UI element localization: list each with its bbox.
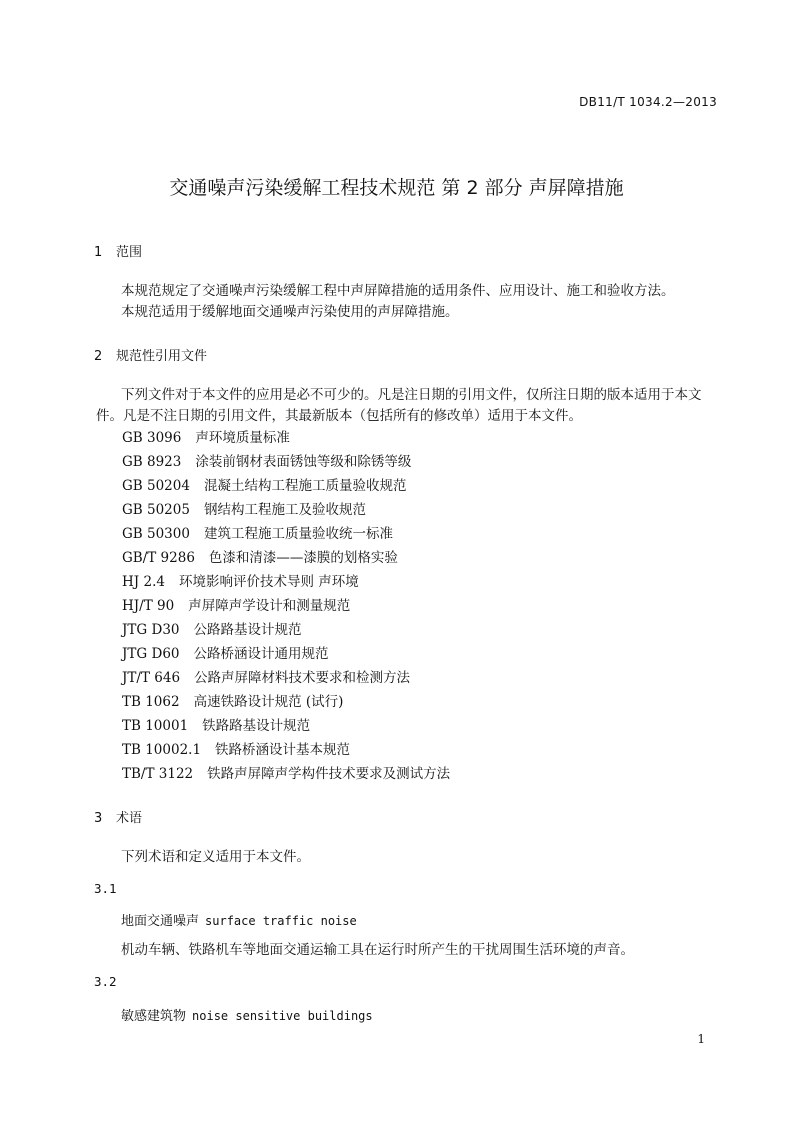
reference-title: 公路桥涵设计通用规范 xyxy=(193,646,329,662)
section-title: 范围 xyxy=(116,245,143,260)
section-1-heading xyxy=(94,241,142,260)
reference-code: TB 1062 xyxy=(122,694,180,710)
reference-code: JT/T 646 xyxy=(122,670,181,686)
reference-title: 公路路基设计规范 xyxy=(193,622,302,638)
reference-title: 公路声屏障材料技术要求和检测方法 xyxy=(194,670,411,686)
reference-item xyxy=(122,450,450,474)
reference-item xyxy=(122,642,450,666)
reference-code: HJ 2.4 xyxy=(122,574,165,590)
scope-paragraph-2: 本规范适用于缓解地面交通噪声污染使用的声屏障措施。 xyxy=(121,304,459,320)
reference-title: 环境影响评价技术导则 声环境 xyxy=(178,574,359,590)
reference-title: 声环境质量标准 xyxy=(195,430,290,446)
reference-code: GB 3096 xyxy=(122,430,182,446)
reference-title: 铁路桥涵设计基本规范 xyxy=(215,742,351,758)
reference-code: GB 50204 xyxy=(122,478,190,494)
reference-title: 高速铁路设计规范 (试行) xyxy=(193,694,344,710)
section-number: 2 xyxy=(94,349,103,364)
reference-title: 铁路声屏障声学构件技术要求及测试方法 xyxy=(207,766,451,782)
term-number: 3.2 xyxy=(94,974,117,989)
reference-item xyxy=(122,546,450,570)
term-number: 3.1 xyxy=(94,881,117,896)
section-number: 1 xyxy=(94,245,103,260)
reference-code: GB/T 9286 xyxy=(122,550,195,566)
reference-item xyxy=(122,522,450,546)
reference-code: TB/T 3122 xyxy=(122,766,194,782)
reference-item xyxy=(122,738,450,762)
reference-item xyxy=(122,426,450,450)
page-number: 1 xyxy=(697,1032,705,1046)
reference-code: GB 50205 xyxy=(122,502,190,518)
refs-intro-line-1: 下列文件对于本文件的应用是必不可少的。凡是注日期的引用文件，仅所注日期的版本适用于本文 xyxy=(121,387,702,403)
reference-list xyxy=(122,426,450,786)
standard-code: DB11/T 1034.2—2013 xyxy=(579,95,717,109)
reference-item xyxy=(122,762,450,786)
reference-code: TB 10002.1 xyxy=(122,742,202,758)
reference-code: HJ/T 90 xyxy=(122,598,175,614)
terms-intro: 下列术语和定义适用于本文件。 xyxy=(121,849,310,865)
reference-title: 涂装前钢材表面锈蚀等级和除锈等级 xyxy=(195,454,412,470)
term-chinese: 敏感建筑物 xyxy=(121,1009,187,1024)
scope-paragraph-1: 本规范规定了交通噪声污染缓解工程中声屏障措施的适用条件、应用设计、施工和验收方法。 xyxy=(121,283,675,299)
reference-item xyxy=(122,618,450,642)
reference-code: JTG D30 xyxy=(122,622,180,638)
reference-title: 钢结构工程施工及验收规范 xyxy=(203,502,366,518)
section-2-heading xyxy=(94,345,207,364)
term-english: noise sensitive buildings xyxy=(192,1009,373,1023)
reference-title: 声屏障声学设计和测量规范 xyxy=(188,598,351,614)
section-title: 规范性引用文件 xyxy=(116,349,208,364)
reference-item xyxy=(122,714,450,738)
reference-item xyxy=(122,594,450,618)
section-title: 术语 xyxy=(116,811,143,826)
term-chinese: 地面交通噪声 xyxy=(121,914,200,929)
reference-code: GB 8923 xyxy=(122,454,182,470)
reference-item xyxy=(122,690,450,714)
term-definition: 机动车辆、铁路机车等地面交通运输工具在运行时所产生的干扰周围生活环境的声音。 xyxy=(121,942,634,958)
term-english: surface traffic noise xyxy=(205,914,357,928)
term-entry xyxy=(121,910,357,929)
section-3-heading xyxy=(94,807,142,826)
reference-title: 色漆和清漆——漆膜的划格实验 xyxy=(208,550,398,566)
reference-item xyxy=(122,498,450,522)
reference-title: 铁路路基设计规范 xyxy=(202,718,311,734)
reference-item xyxy=(122,570,450,594)
document-title: 交通噪声污染缓解工程技术规范 第 2 部分 声屏障措施 xyxy=(169,177,624,199)
term-entry xyxy=(121,1005,373,1024)
reference-code: GB 50300 xyxy=(122,526,190,542)
reference-item xyxy=(122,474,450,498)
reference-title: 混凝土结构工程施工质量验收规范 xyxy=(203,478,407,494)
reference-code: JTG D60 xyxy=(122,646,180,662)
refs-intro-line-2: 件。凡是不注日期的引用文件，其最新版本（包括所有的修改单）适用于本文件。 xyxy=(96,408,582,424)
reference-code: TB 10001 xyxy=(122,718,189,734)
reference-title: 建筑工程施工质量验收统一标准 xyxy=(203,526,393,542)
reference-item xyxy=(122,666,450,690)
section-number: 3 xyxy=(94,811,103,826)
